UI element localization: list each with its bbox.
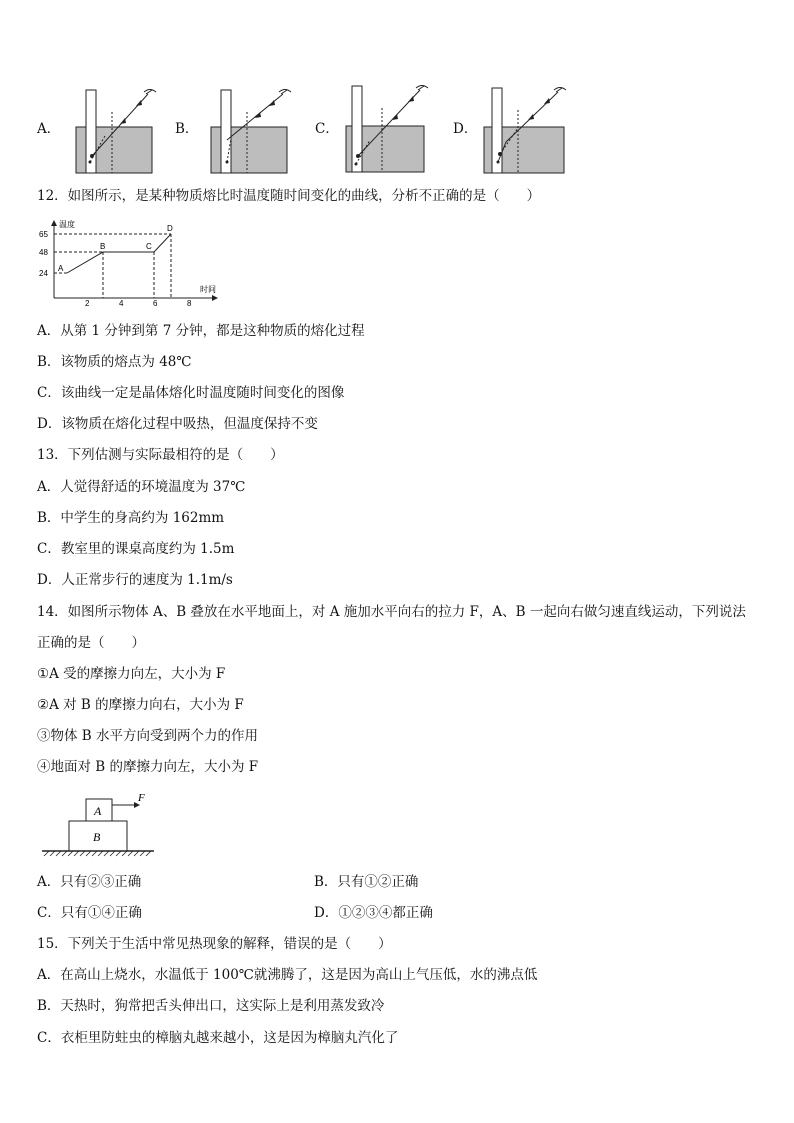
q15-stem: 15．下列关于生活中常见热现象的解释，错误的是（ ） (37, 936, 392, 952)
q12-option-a: A．从第 1 分钟到第 7 分钟，都是这种物质的熔化过程 (37, 323, 365, 339)
q14-option-b: B．只有①②正确 (314, 874, 419, 890)
eye-icon (416, 86, 428, 91)
q14-statement-3: ③物体 B 水平方向受到两个力的作用 (37, 728, 259, 744)
q12-melting-graph (37, 218, 217, 308)
q11-option-d-label: D． (453, 121, 478, 137)
q15-option-a: A．在高山上烧水，水温低于 100℃就沸腾了，这是因为高山上气压低，水的沸点低 (37, 967, 538, 983)
q14-stem-line2: 正确的是（ ） (37, 635, 145, 651)
x-axis-label: 时间 (200, 285, 216, 294)
point-label-a: A (58, 264, 64, 273)
q13-option-d: D．人正常步行的速度为 1.1m/s (37, 572, 233, 588)
y-tick: 65 (39, 230, 48, 239)
block-a-label: A (94, 804, 102, 818)
q11-option-b-label: B． (175, 121, 199, 137)
x-tick: 2 (85, 299, 90, 308)
point-label-b: B (100, 242, 106, 251)
q14-statement-4: ④地面对 B 的摩擦力向左，大小为 F (37, 759, 259, 775)
q11-diagram-b (205, 82, 295, 177)
q11-option-c-label: C． (315, 121, 339, 137)
eye-icon (144, 90, 156, 95)
q12-option-b: B．该物质的熔点为 48℃ (37, 354, 192, 370)
force-label: F (138, 792, 145, 804)
point-label-c: C (146, 242, 152, 251)
q13-stem: 13．下列估测与实际最相符的是（ ） (37, 447, 284, 463)
q11-diagram-d (478, 82, 573, 177)
q13-option-b: B．中学生的身高约为 162mm (37, 510, 225, 526)
y-tick: 48 (39, 248, 48, 257)
y-tick: 24 (39, 269, 48, 278)
q14-statement-2: ②A 对 B 的摩擦力向右，大小为 F (37, 697, 244, 713)
eye-icon (279, 90, 291, 95)
q12-option-c: C．该曲线一定是晶体熔化时温度随时间变化的图像 (37, 385, 345, 401)
q11-option-a-label: A． (37, 121, 61, 137)
q15-option-c: C．衣柜里防蛀虫的樟脑丸越来越小，这是因为樟脑丸汽化了 (37, 1030, 399, 1046)
x-tick: 6 (153, 299, 158, 308)
q14-option-d: D．①②③④都正确 (314, 905, 433, 921)
q14-statement-1: ①A 受的摩擦力向左，大小为 F (37, 666, 226, 682)
q14-stem-line1: 14．如图所示物体 A、B 叠放在水平地面上，对 A 施加水平向右的拉力 F，A、B 一起向右做匀速直线运动，下列说法 (37, 604, 746, 620)
x-tick: 4 (119, 299, 124, 308)
q14-blocks-figure (40, 790, 160, 862)
q14-option-c: C．只有①④正确 (37, 905, 142, 921)
y-axis-label: 温度 (59, 220, 75, 229)
q12-stem: 12．如图所示，是某种物质熔比时温度随时间变化的曲线，分析不正确的是（ ） (37, 188, 541, 204)
q13-option-a: A．人觉得舒适的环境温度为 37℃ (37, 479, 246, 495)
q14-option-a: A．只有②③正确 (37, 874, 142, 890)
q11-diagram-c (338, 80, 433, 175)
block-b-label: B (93, 830, 101, 844)
q13-option-c: C．教室里的课桌高度约为 1.5m (37, 541, 235, 557)
q11-diagram-a (70, 82, 160, 177)
eye-icon (554, 88, 566, 93)
x-tick: 8 (187, 299, 192, 308)
point-label-d: D (167, 224, 173, 233)
q15-option-b: B．天热时，狗常把舌头伸出口，这实际上是利用蒸发致冷 (37, 998, 385, 1014)
q12-option-d: D．该物质在熔化过程中吸热，但温度保持不变 (37, 416, 318, 432)
